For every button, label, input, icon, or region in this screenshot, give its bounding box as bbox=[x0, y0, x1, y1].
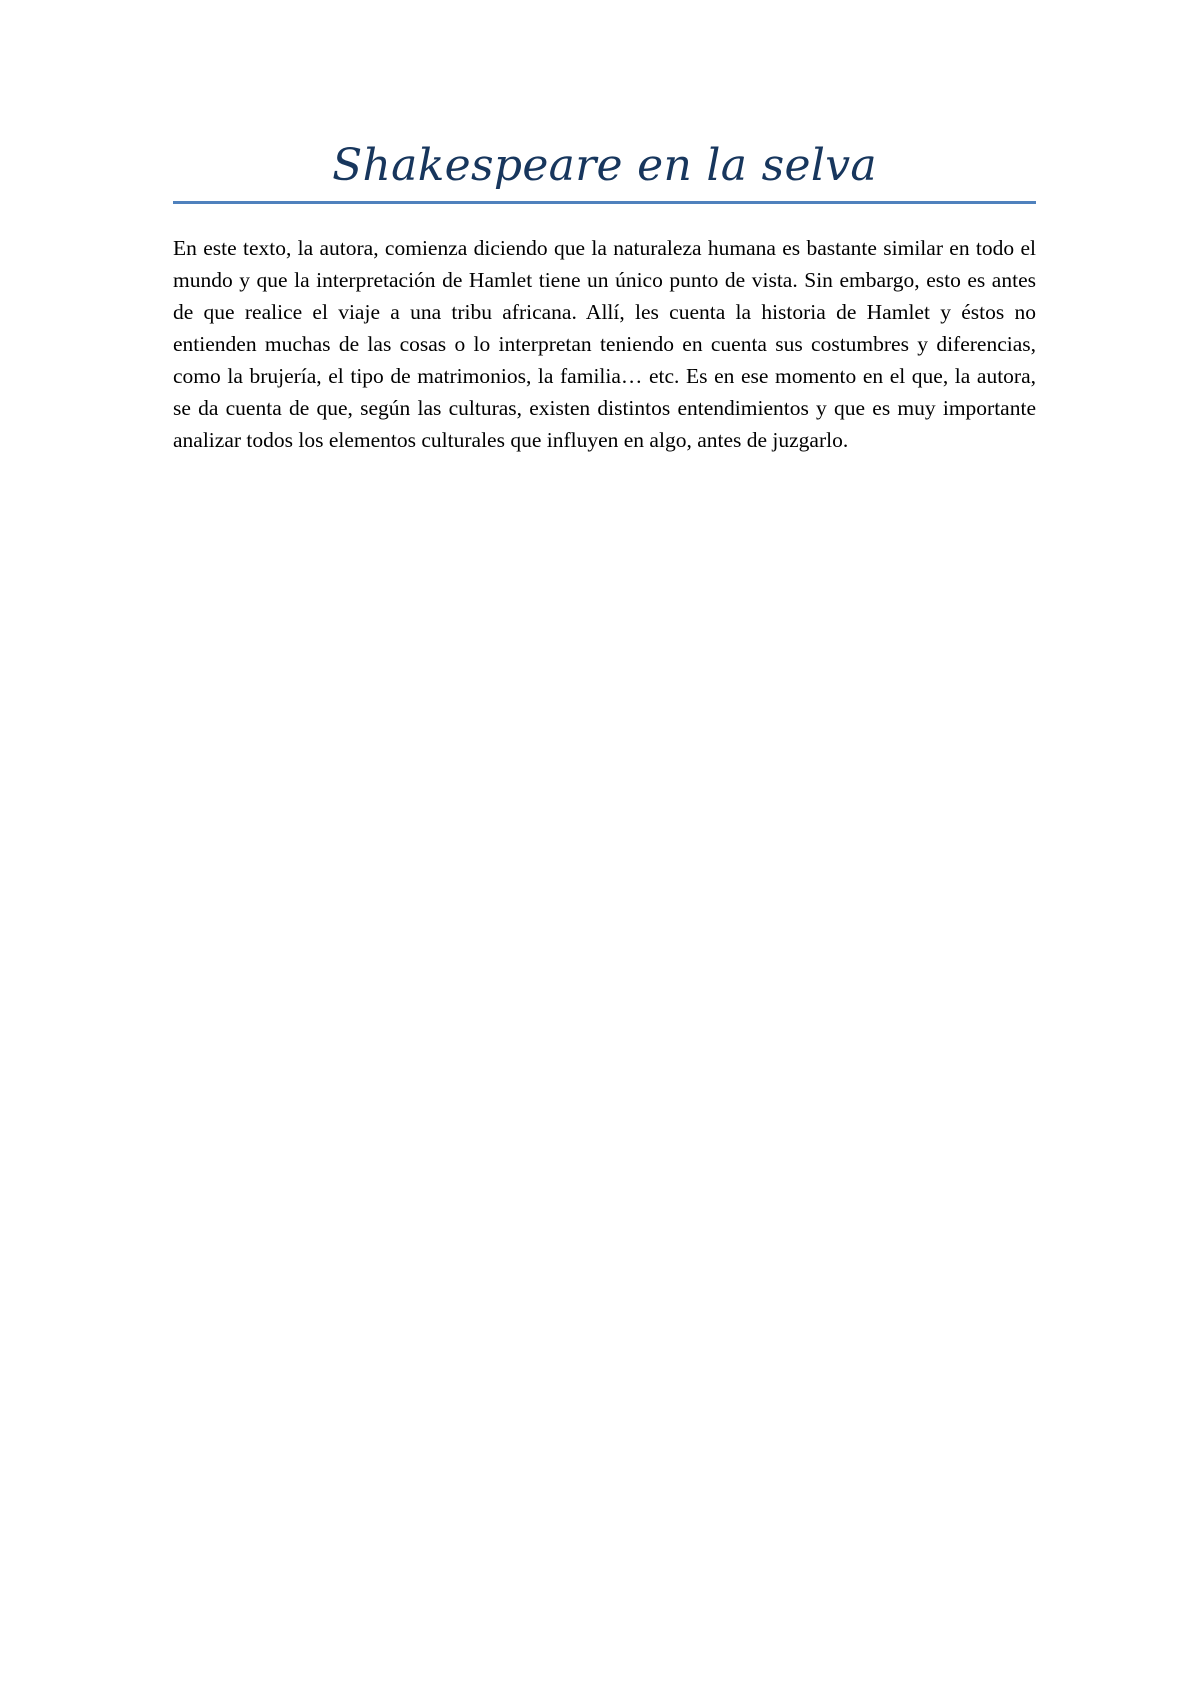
body-paragraph: En este texto, la autora, comienza diciendo que la naturaleza humana es bastante similar en todo el mundo y que la interpretación de Hamlet tiene un único punto de vista. Sin embargo, esto es antes de que realice el viaje a una tribu africana. Allí, les cuenta la historia de Hamlet y éstos no entienden muchas de las cosas o lo interpretan teniendo en cuenta sus costumbres y diferencias, como la brujería, el tipo de matrimonios, la familia… etc. Es en ese momento en el que, la autora, se da cuenta de que, según las culturas, existen distintos entendimientos y que es muy importante analizar todos los elementos culturales que influyen en algo, antes de juzgarlo. bbox=[173, 235, 1036, 452]
document-title: Shakespeare en la selva bbox=[332, 140, 877, 191]
title-underline-rule bbox=[173, 201, 1036, 204]
document-content bbox=[173, 140, 1036, 456]
